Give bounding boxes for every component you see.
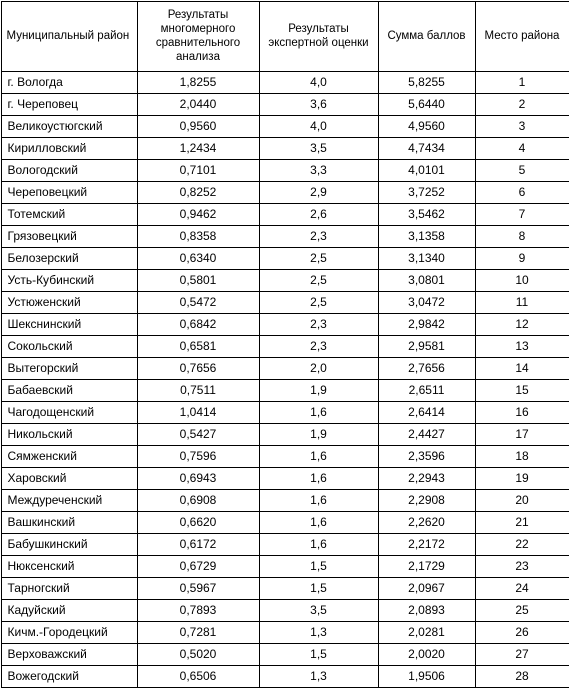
table-row — [1, 401, 569, 423]
cell-total-score: 2,9842 — [378, 313, 475, 335]
cell-district: г. Вологда — [1, 71, 137, 93]
cell-expert-assessment: 1,9 — [259, 423, 378, 445]
table-row — [1, 159, 569, 181]
cell-rank: 11 — [475, 291, 569, 313]
table-row — [1, 467, 569, 489]
cell-comparative-analysis: 0,6842 — [137, 313, 259, 335]
cell-comparative-analysis: 0,6908 — [137, 489, 259, 511]
table-row — [1, 577, 569, 599]
cell-rank: 23 — [475, 555, 569, 577]
cell-expert-assessment: 1,5 — [259, 577, 378, 599]
cell-comparative-analysis: 0,5967 — [137, 577, 259, 599]
cell-expert-assessment: 1,6 — [259, 467, 378, 489]
cell-total-score: 2,2172 — [378, 533, 475, 555]
cell-district: Вожегодский — [1, 665, 137, 687]
table-row — [1, 423, 569, 445]
cell-total-score: 3,0801 — [378, 269, 475, 291]
table-row — [1, 247, 569, 269]
table-row — [1, 643, 569, 665]
cell-expert-assessment: 3,3 — [259, 159, 378, 181]
cell-rank: 14 — [475, 357, 569, 379]
cell-expert-assessment: 1,3 — [259, 621, 378, 643]
header-district: Муниципальный район — [1, 1, 137, 71]
cell-total-score: 2,1729 — [378, 555, 475, 577]
header-expert-assessment: Результаты экспертной оценки — [259, 1, 378, 71]
cell-rank: 21 — [475, 511, 569, 533]
cell-district: Вытегорский — [1, 357, 137, 379]
cell-rank: 24 — [475, 577, 569, 599]
cell-rank: 5 — [475, 159, 569, 181]
cell-total-score: 2,6511 — [378, 379, 475, 401]
cell-total-score: 2,2943 — [378, 467, 475, 489]
cell-expert-assessment: 2,3 — [259, 225, 378, 247]
cell-total-score: 2,0893 — [378, 599, 475, 621]
cell-district: Нюксенский — [1, 555, 137, 577]
table-row — [1, 621, 569, 643]
cell-comparative-analysis: 0,5427 — [137, 423, 259, 445]
cell-total-score: 2,0967 — [378, 577, 475, 599]
cell-district: Сямженский — [1, 445, 137, 467]
cell-rank: 8 — [475, 225, 569, 247]
cell-district: Вашкинский — [1, 511, 137, 533]
table-header-row — [1, 1, 569, 71]
cell-expert-assessment: 2,3 — [259, 335, 378, 357]
table-row — [1, 137, 569, 159]
cell-comparative-analysis: 0,9462 — [137, 203, 259, 225]
ranking-table — [1, 1, 569, 688]
cell-district: Великоустюгский — [1, 115, 137, 137]
cell-expert-assessment: 2,0 — [259, 357, 378, 379]
cell-comparative-analysis: 0,7101 — [137, 159, 259, 181]
cell-comparative-analysis: 0,6581 — [137, 335, 259, 357]
cell-rank: 4 — [475, 137, 569, 159]
cell-rank: 27 — [475, 643, 569, 665]
cell-expert-assessment: 2,9 — [259, 181, 378, 203]
cell-total-score: 3,1340 — [378, 247, 475, 269]
table-row — [1, 599, 569, 621]
cell-comparative-analysis: 0,9560 — [137, 115, 259, 137]
cell-total-score: 3,0472 — [378, 291, 475, 313]
cell-total-score: 2,6414 — [378, 401, 475, 423]
cell-comparative-analysis: 1,0414 — [137, 401, 259, 423]
table-row — [1, 115, 569, 137]
table-row — [1, 555, 569, 577]
cell-district: Чагодощенский — [1, 401, 137, 423]
table-row — [1, 225, 569, 247]
cell-total-score: 2,2620 — [378, 511, 475, 533]
table-row — [1, 445, 569, 467]
cell-rank: 12 — [475, 313, 569, 335]
cell-expert-assessment: 1,5 — [259, 555, 378, 577]
table-row — [1, 313, 569, 335]
table-row — [1, 181, 569, 203]
table-row — [1, 379, 569, 401]
cell-total-score: 3,1358 — [378, 225, 475, 247]
cell-comparative-analysis: 0,8252 — [137, 181, 259, 203]
cell-expert-assessment: 1,5 — [259, 643, 378, 665]
cell-total-score: 2,3596 — [378, 445, 475, 467]
cell-total-score: 2,2908 — [378, 489, 475, 511]
cell-comparative-analysis: 2,0440 — [137, 93, 259, 115]
cell-district: Белозерский — [1, 247, 137, 269]
cell-expert-assessment: 1,6 — [259, 511, 378, 533]
cell-comparative-analysis: 0,6620 — [137, 511, 259, 533]
cell-expert-assessment: 3,5 — [259, 137, 378, 159]
cell-district: Кичм.-Городецкий — [1, 621, 137, 643]
cell-rank: 6 — [475, 181, 569, 203]
cell-district: Устюженский — [1, 291, 137, 313]
cell-total-score: 5,6440 — [378, 93, 475, 115]
cell-total-score: 5,8255 — [378, 71, 475, 93]
cell-rank: 20 — [475, 489, 569, 511]
cell-total-score: 3,7252 — [378, 181, 475, 203]
cell-rank: 28 — [475, 665, 569, 687]
table-row — [1, 335, 569, 357]
cell-expert-assessment: 1,6 — [259, 401, 378, 423]
cell-comparative-analysis: 0,5020 — [137, 643, 259, 665]
cell-expert-assessment: 1,6 — [259, 489, 378, 511]
cell-comparative-analysis: 0,6506 — [137, 665, 259, 687]
table-row — [1, 269, 569, 291]
table-row — [1, 203, 569, 225]
cell-total-score: 2,7656 — [378, 357, 475, 379]
cell-expert-assessment: 3,5 — [259, 599, 378, 621]
header-rank: Место района — [475, 1, 569, 71]
cell-rank: 10 — [475, 269, 569, 291]
cell-rank: 19 — [475, 467, 569, 489]
cell-total-score: 4,0101 — [378, 159, 475, 181]
cell-rank: 2 — [475, 93, 569, 115]
header-comparative-analysis: Результаты многомерного сравнительного анализа — [137, 1, 259, 71]
cell-district: Череповецкий — [1, 181, 137, 203]
cell-comparative-analysis: 1,8255 — [137, 71, 259, 93]
cell-expert-assessment: 2,5 — [259, 247, 378, 269]
cell-rank: 3 — [475, 115, 569, 137]
cell-rank: 18 — [475, 445, 569, 467]
cell-expert-assessment: 4,0 — [259, 115, 378, 137]
cell-comparative-analysis: 0,7656 — [137, 357, 259, 379]
table-row — [1, 533, 569, 555]
cell-total-score: 4,7434 — [378, 137, 475, 159]
cell-district: Сокольский — [1, 335, 137, 357]
cell-rank: 7 — [475, 203, 569, 225]
cell-rank: 13 — [475, 335, 569, 357]
cell-district: Никольский — [1, 423, 137, 445]
cell-comparative-analysis: 0,6729 — [137, 555, 259, 577]
cell-comparative-analysis: 0,7281 — [137, 621, 259, 643]
table-row — [1, 357, 569, 379]
cell-rank: 1 — [475, 71, 569, 93]
cell-district: Верховажский — [1, 643, 137, 665]
table-row — [1, 511, 569, 533]
cell-rank: 25 — [475, 599, 569, 621]
cell-district: Кирилловский — [1, 137, 137, 159]
cell-comparative-analysis: 0,7596 — [137, 445, 259, 467]
cell-expert-assessment: 2,3 — [259, 313, 378, 335]
cell-expert-assessment: 2,5 — [259, 269, 378, 291]
table-row — [1, 71, 569, 93]
cell-expert-assessment: 1,6 — [259, 445, 378, 467]
cell-comparative-analysis: 0,6943 — [137, 467, 259, 489]
cell-district: Грязовецкий — [1, 225, 137, 247]
table-body — [1, 71, 569, 687]
cell-comparative-analysis: 0,7893 — [137, 599, 259, 621]
cell-rank: 9 — [475, 247, 569, 269]
cell-expert-assessment: 1,9 — [259, 379, 378, 401]
cell-expert-assessment: 2,6 — [259, 203, 378, 225]
cell-total-score: 2,4427 — [378, 423, 475, 445]
cell-district: г. Череповец — [1, 93, 137, 115]
cell-total-score: 2,0020 — [378, 643, 475, 665]
cell-comparative-analysis: 0,6172 — [137, 533, 259, 555]
cell-comparative-analysis: 0,5472 — [137, 291, 259, 313]
cell-comparative-analysis: 1,2434 — [137, 137, 259, 159]
cell-comparative-analysis: 0,8358 — [137, 225, 259, 247]
cell-expert-assessment: 3,6 — [259, 93, 378, 115]
cell-district: Харовский — [1, 467, 137, 489]
cell-district: Бабаевский — [1, 379, 137, 401]
cell-total-score: 2,9581 — [378, 335, 475, 357]
cell-expert-assessment: 2,5 — [259, 291, 378, 313]
cell-rank: 26 — [475, 621, 569, 643]
cell-district: Кадуйский — [1, 599, 137, 621]
cell-total-score: 2,0281 — [378, 621, 475, 643]
cell-comparative-analysis: 0,6340 — [137, 247, 259, 269]
header-total-score: Сумма баллов — [378, 1, 475, 71]
cell-expert-assessment: 1,3 — [259, 665, 378, 687]
cell-rank: 16 — [475, 401, 569, 423]
cell-rank: 22 — [475, 533, 569, 555]
cell-total-score: 3,5462 — [378, 203, 475, 225]
cell-comparative-analysis: 0,7511 — [137, 379, 259, 401]
cell-total-score: 4,9560 — [378, 115, 475, 137]
table-row — [1, 93, 569, 115]
cell-district: Тотемский — [1, 203, 137, 225]
cell-district: Междуреченский — [1, 489, 137, 511]
cell-expert-assessment: 1,6 — [259, 533, 378, 555]
table-row — [1, 291, 569, 313]
cell-district: Усть-Кубинский — [1, 269, 137, 291]
cell-comparative-analysis: 0,5801 — [137, 269, 259, 291]
cell-rank: 15 — [475, 379, 569, 401]
cell-district: Бабушкинский — [1, 533, 137, 555]
table-row — [1, 489, 569, 511]
cell-rank: 17 — [475, 423, 569, 445]
cell-total-score: 1,9506 — [378, 665, 475, 687]
cell-district: Вологодский — [1, 159, 137, 181]
cell-district: Шекснинский — [1, 313, 137, 335]
cell-district: Тарногский — [1, 577, 137, 599]
cell-expert-assessment: 4,0 — [259, 71, 378, 93]
